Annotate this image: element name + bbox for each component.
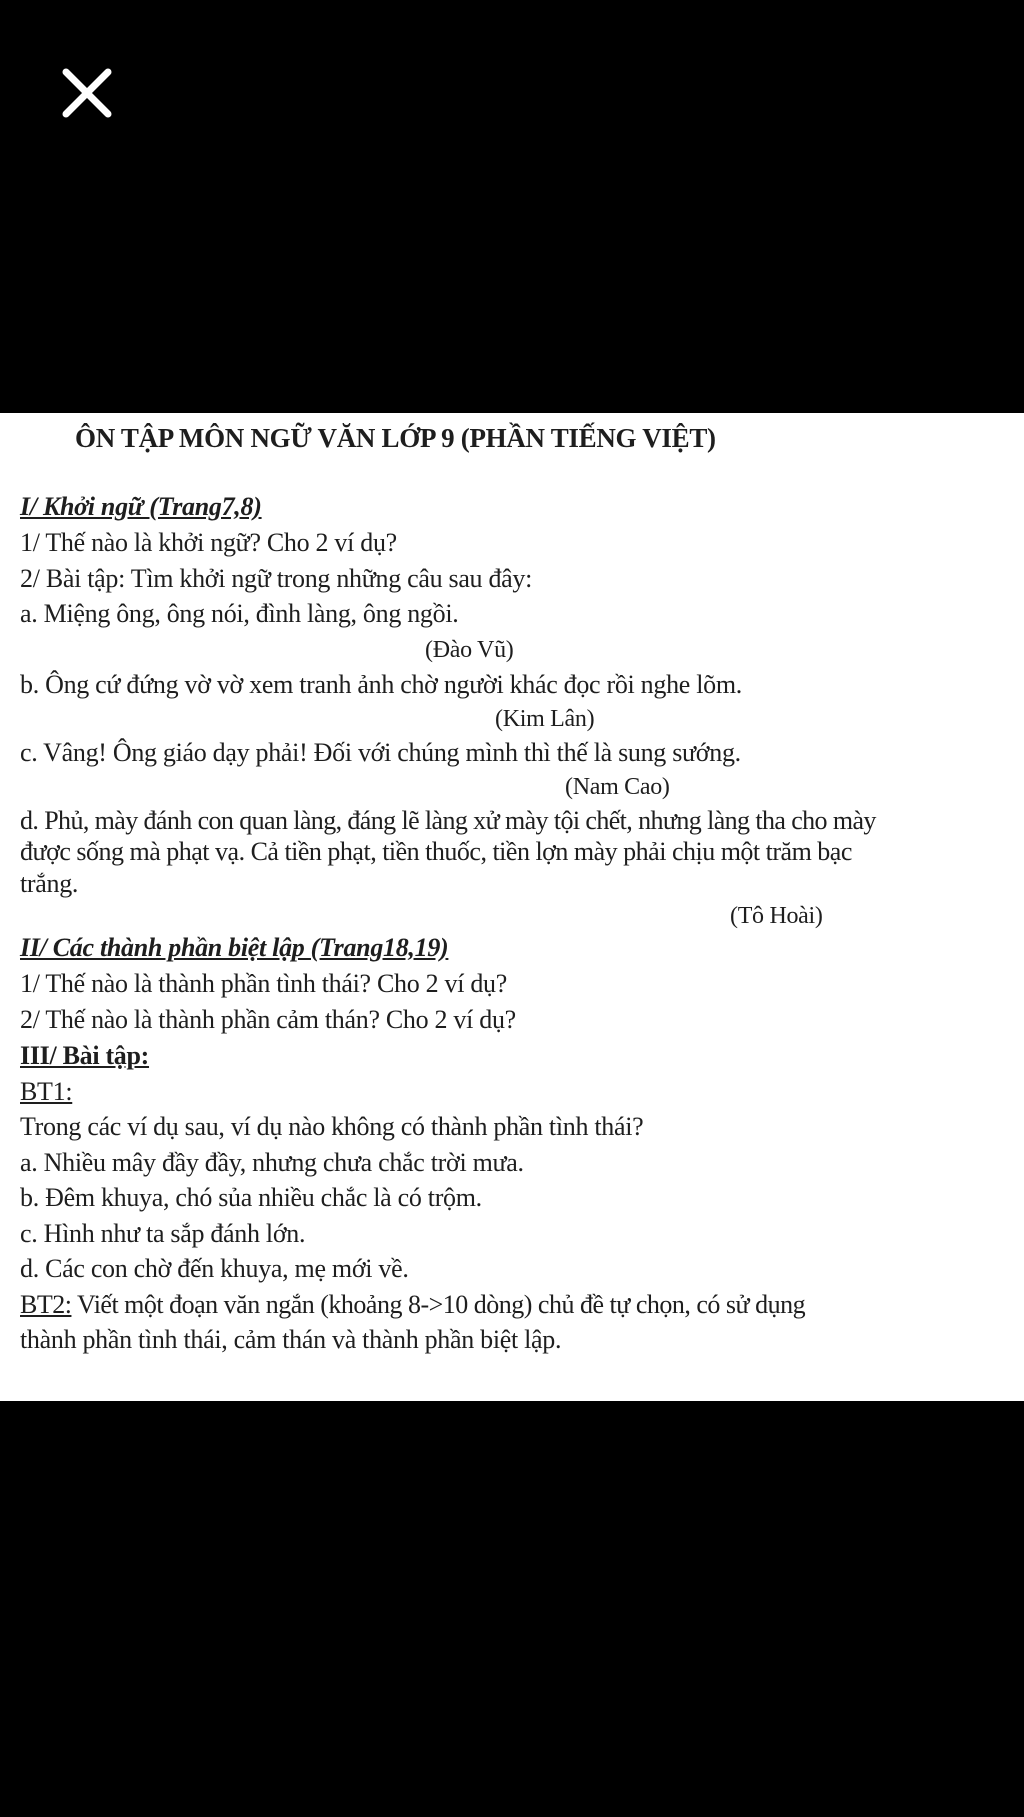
question-1: 1/ Thế nào là khởi ngữ? Cho 2 ví dụ? bbox=[20, 528, 397, 557]
bt2-line-2: thành phần tình thái, cảm thán và thành phần biệt lập. bbox=[20, 1325, 562, 1354]
document-image[interactable] bbox=[0, 413, 1024, 1401]
bt1-option-b: b. Đêm khuya, chó sủa nhiều chắc là có trộm. bbox=[20, 1183, 482, 1212]
close-button[interactable] bbox=[58, 64, 116, 122]
example-a: a. Miệng ông, ông nói, đình làng, ông ngồi. bbox=[20, 599, 459, 628]
bt1-option-c: c. Hình như ta sắp đánh lớn. bbox=[20, 1219, 306, 1248]
example-c: c. Vâng! Ông giáo dạy phải! Đối với chúng mình thì thế là sung sướng. bbox=[20, 738, 741, 767]
bt1-option-a: a. Nhiều mây đầy đầy, nhưng chưa chắc trời mưa. bbox=[20, 1148, 524, 1177]
example-d-line-2: được sống mà phạt vạ. Cả tiền phạt, tiền thuốc, tiền lợn mày phải chịu một trăm bạc bbox=[20, 837, 852, 866]
document-title: ÔN TẬP MÔN NGỮ VĂN LỚP 9 (PHẦN TIẾNG VIỆT) bbox=[75, 423, 716, 453]
question-tinh-thai: 1/ Thế nào là thành phần tình thái? Cho 2 ví dụ? bbox=[20, 969, 507, 998]
question-cam-than: 2/ Thế nào là thành phần cảm thán? Cho 2 ví dụ? bbox=[20, 1005, 516, 1034]
example-b: b. Ông cứ đứng vờ vờ xem tranh ảnh chờ người khác đọc rồi nghe lõm. bbox=[20, 670, 742, 699]
question-2: 2/ Bài tập: Tìm khởi ngữ trong những câu sau đây: bbox=[20, 564, 533, 593]
section-heading-khoi-ngu: I/ Khởi ngữ (Trang7,8) bbox=[20, 492, 262, 521]
example-d-source: (Tô Hoài) bbox=[730, 903, 823, 929]
bt2-line-1 bbox=[20, 1290, 805, 1320]
section-heading-bai-tap: III/ Bài tập: bbox=[20, 1041, 150, 1070]
close-icon bbox=[58, 64, 116, 122]
example-d-line-1: d. Phủ, mày đánh con quan làng, đáng lẽ làng xử mày tội chết, nhưng làng tha cho mày bbox=[20, 806, 876, 835]
bt1-label: BT1: bbox=[20, 1077, 73, 1106]
section-heading-thanh-phan-biet-lap: II/ Các thành phần biệt lập (Trang18,19) bbox=[20, 933, 449, 962]
bt2-text: Viết một đoạn văn ngắn (khoảng 8->10 dòng) chủ đề tự chọn, có sử dụng bbox=[71, 1290, 806, 1319]
bt1-question: Trong các ví dụ sau, ví dụ nào không có thành phần tình thái? bbox=[20, 1112, 644, 1141]
example-c-source: (Nam Cao) bbox=[565, 774, 670, 800]
example-d-line-3: trắng. bbox=[20, 869, 79, 898]
example-a-source: (Đào Vũ) bbox=[425, 637, 514, 663]
bt1-option-d: d. Các con chờ đến khuya, mẹ mới về. bbox=[20, 1254, 409, 1283]
bt2-label: BT2: bbox=[20, 1290, 72, 1319]
example-b-source: (Kim Lân) bbox=[495, 706, 595, 732]
